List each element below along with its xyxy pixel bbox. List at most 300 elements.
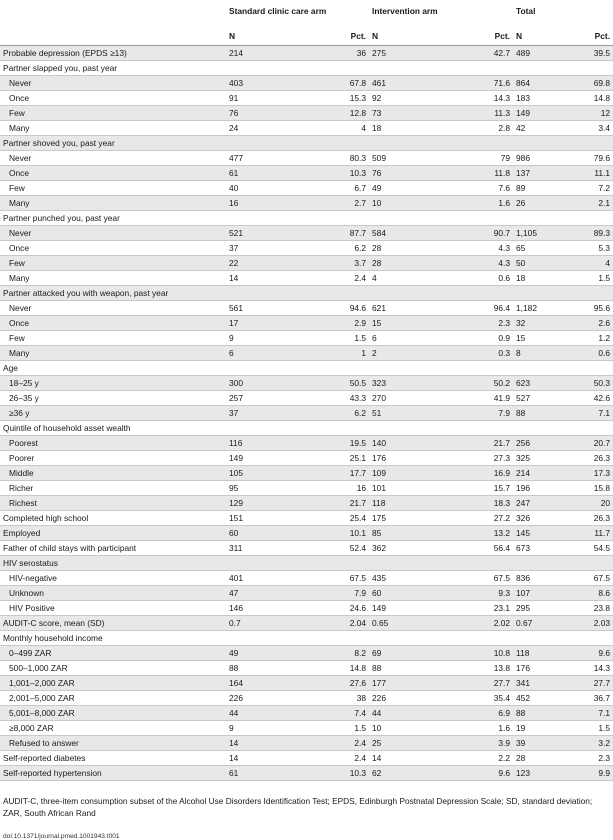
cell-intervention-pct (434, 631, 513, 646)
cell-intervention-pct: 6.9 (498, 708, 511, 718)
cell-intervention-n: 73 (372, 108, 382, 118)
row-label: Few (9, 183, 25, 193)
cell-total-n (513, 361, 576, 376)
row-label: Partner slapped you, past year (3, 63, 118, 73)
table-row (0, 151, 613, 166)
table-row (0, 466, 613, 481)
header-group-empty (0, 0, 226, 31)
cell-intervention-n (369, 211, 434, 226)
doi-line: doi:10.1371/journal.pmed.1001943.t001 (3, 833, 120, 840)
cell-standard-n: 95 (229, 483, 239, 493)
cell-standard-n (226, 286, 290, 301)
cell-standard-n (226, 556, 290, 571)
cell-intervention-pct: 21.7 (493, 438, 511, 448)
cell-total-pct: 7.1 (598, 408, 611, 418)
cell-intervention-n: 15 (372, 318, 382, 328)
row-label: Many (9, 348, 30, 358)
table-row (0, 91, 613, 106)
table-row (0, 106, 613, 121)
cell-intervention-n: 461 (372, 78, 386, 88)
cell-total-pct: 50.3 (593, 378, 611, 388)
cell-intervention-n (369, 61, 434, 76)
cell-intervention-pct: 50.2 (493, 378, 511, 388)
table-footnote: AUDIT-C, three-item consumption subset of the Alcohol Use Disorders Identification Test; EPDS, Edinburgh Postnatal Depression Scale; SD, standard deviation; ZAR, South African Rand (3, 796, 593, 818)
cell-standard-n: 88 (229, 663, 239, 673)
cell-standard-pct: 1.5 (354, 723, 367, 733)
cell-intervention-pct: 14.3 (493, 93, 511, 103)
cell-intervention-n: 0.65 (372, 618, 389, 628)
table-row (0, 706, 613, 721)
cell-intervention-pct: 2.3 (498, 318, 511, 328)
cell-intervention-pct (434, 556, 513, 571)
cell-total-n: 183 (516, 93, 530, 103)
table-row (0, 601, 613, 616)
cell-standard-n: 61 (229, 168, 239, 178)
cell-intervention-n: 323 (372, 378, 386, 388)
cell-standard-n: 6 (229, 348, 234, 358)
row-label: 18–25 y (9, 378, 39, 388)
cell-standard-n: 9 (229, 723, 234, 733)
cell-intervention-n (369, 136, 434, 151)
cell-standard-n: 477 (229, 153, 243, 163)
cell-total-n: 196 (516, 483, 530, 493)
cell-total-pct (576, 421, 613, 436)
cell-total-n: 15 (516, 333, 526, 343)
cell-intervention-n: 362 (372, 543, 386, 553)
table-row (0, 361, 613, 376)
table-row (0, 751, 613, 766)
cell-standard-pct: 2.7 (354, 198, 367, 208)
cell-intervention-n (369, 631, 434, 646)
cell-standard-n: 14 (229, 738, 239, 748)
cell-total-pct: 69.8 (593, 78, 611, 88)
row-label: Many (9, 123, 30, 133)
cell-standard-pct: 19.5 (349, 438, 367, 448)
cell-intervention-pct: 10.8 (493, 648, 511, 658)
cell-standard-pct: 14.8 (349, 663, 367, 673)
cell-intervention-pct: 35.4 (493, 693, 511, 703)
cell-total-n: 65 (516, 243, 526, 253)
cell-total-pct (576, 211, 613, 226)
cell-standard-pct (290, 61, 369, 76)
cell-intervention-pct: 23.1 (493, 603, 511, 613)
table-row (0, 286, 613, 301)
cell-intervention-n: 621 (372, 303, 386, 313)
cell-standard-pct: 17.7 (349, 468, 367, 478)
row-label: Once (9, 168, 30, 178)
cell-standard-n: 22 (229, 258, 239, 268)
cell-total-n: 295 (516, 603, 530, 613)
row-label: Quintile of household asset wealth (3, 423, 131, 433)
header-sub-row (0, 31, 613, 46)
cell-total-n: 1,182 (516, 303, 537, 313)
cell-intervention-pct: 18.3 (493, 498, 511, 508)
cell-standard-pct: 6.7 (354, 183, 367, 193)
cell-total-pct: 39.5 (593, 48, 611, 58)
header-sub-pct: Pct. (594, 31, 611, 41)
cell-intervention-pct: 15.7 (493, 483, 511, 493)
cell-intervention-n: 175 (372, 513, 386, 523)
cell-standard-n: 149 (229, 453, 243, 463)
cell-total-n: 19 (516, 723, 526, 733)
cell-total-n (513, 421, 576, 436)
cell-total-pct: 20.7 (593, 438, 611, 448)
table-row (0, 646, 613, 661)
row-label: Employed (3, 528, 41, 538)
cell-intervention-n: 10 (372, 198, 382, 208)
row-label: Partner shoved you, past year (3, 138, 115, 148)
cell-standard-n: 9 (229, 333, 234, 343)
cell-intervention-n: 435 (372, 573, 386, 583)
cell-total-pct (576, 61, 613, 76)
header-group-row (0, 0, 613, 31)
cell-total-pct: 23.8 (593, 603, 611, 613)
cell-standard-n: 17 (229, 318, 239, 328)
cell-total-n: 42 (516, 123, 526, 133)
cell-intervention-pct: 2.02 (493, 618, 511, 628)
row-label: 500–1,000 ZAR (9, 663, 68, 673)
cell-standard-pct (290, 421, 369, 436)
table-row (0, 436, 613, 451)
cell-total-pct (576, 361, 613, 376)
cell-standard-pct: 1 (361, 348, 367, 358)
table-row (0, 541, 613, 556)
cell-intervention-n: 2 (372, 348, 377, 358)
cell-intervention-pct: 27.3 (493, 453, 511, 463)
cell-total-pct: 2.03 (593, 618, 611, 628)
row-label: Father of child stays with participant (3, 543, 137, 553)
cell-standard-pct: 16 (356, 483, 367, 493)
table-row (0, 226, 613, 241)
cell-total-n: 0.67 (516, 618, 533, 628)
cell-standard-n: 146 (229, 603, 243, 613)
row-label: Many (9, 198, 30, 208)
cell-intervention-pct: 7.9 (498, 408, 511, 418)
header-sub-label (0, 31, 226, 46)
header-sub-n: N (516, 31, 523, 41)
row-label: HIV serostatus (3, 558, 58, 568)
table-row (0, 676, 613, 691)
cell-standard-n: 311 (229, 543, 243, 553)
cell-intervention-pct: 0.6 (498, 273, 511, 283)
cell-total-n: 28 (516, 753, 526, 763)
cell-total-pct: 8.6 (598, 588, 611, 598)
cell-intervention-pct: 56.4 (493, 543, 511, 553)
row-label: 1,001–2,000 ZAR (9, 678, 75, 688)
cell-total-pct: 2.3 (598, 753, 611, 763)
cell-intervention-pct: 90.7 (493, 228, 511, 238)
cell-intervention-n: 275 (372, 48, 386, 58)
cell-total-n: 341 (516, 678, 530, 688)
cell-total-pct: 3.4 (598, 123, 611, 133)
cell-standard-pct: 2.9 (354, 318, 367, 328)
cell-total-n: 527 (516, 393, 530, 403)
cell-standard-pct: 2.4 (354, 273, 367, 283)
cell-total-pct: 67.5 (593, 573, 611, 583)
cell-standard-pct: 21.7 (349, 498, 367, 508)
cell-intervention-n: 51 (372, 408, 382, 418)
cell-total-pct: 2.6 (598, 318, 611, 328)
table-row (0, 166, 613, 181)
table-row (0, 661, 613, 676)
row-label: Refused to answer (9, 738, 79, 748)
cell-intervention-pct: 7.6 (498, 183, 511, 193)
cell-intervention-n: 69 (372, 648, 382, 658)
row-label: 0–499 ZAR (9, 648, 52, 658)
cell-total-pct (576, 556, 613, 571)
header-group-total: Total (516, 6, 536, 16)
cell-total-pct: 7.1 (598, 708, 611, 718)
cell-total-pct: 12 (600, 108, 611, 118)
row-label: Few (9, 333, 25, 343)
cell-standard-n: 91 (229, 93, 239, 103)
cell-total-n: 247 (516, 498, 530, 508)
cell-standard-pct: 4 (361, 123, 367, 133)
cell-intervention-pct: 0.9 (498, 333, 511, 343)
cell-intervention-pct: 9.3 (498, 588, 511, 598)
cell-intervention-n: 25 (372, 738, 382, 748)
table-row (0, 571, 613, 586)
cell-total-n (513, 556, 576, 571)
cell-intervention-pct: 0.3 (498, 348, 511, 358)
cell-intervention-n: 149 (372, 603, 386, 613)
row-label: Poorer (9, 453, 35, 463)
cell-total-pct: 9.9 (598, 768, 611, 778)
cell-total-pct (576, 631, 613, 646)
cell-total-n: 18 (516, 273, 526, 283)
cell-total-n: 214 (516, 468, 530, 478)
cell-intervention-pct: 1.6 (498, 723, 511, 733)
table-row (0, 301, 613, 316)
cell-total-pct (576, 136, 613, 151)
cell-standard-n: 164 (229, 678, 243, 688)
cell-standard-n: 37 (229, 408, 239, 418)
cell-total-pct: 0.6 (598, 348, 611, 358)
cell-intervention-n: 76 (372, 168, 382, 178)
row-label: HIV Positive (9, 603, 55, 613)
cell-total-n (513, 286, 576, 301)
cell-intervention-n: 101 (372, 483, 386, 493)
table-header (0, 0, 613, 46)
cell-standard-pct: 10.3 (349, 168, 367, 178)
cell-standard-n: 24 (229, 123, 239, 133)
cell-standard-n: 60 (229, 528, 239, 538)
cell-standard-pct: 7.4 (354, 708, 367, 718)
cell-intervention-pct: 4.3 (498, 258, 511, 268)
cell-standard-n: 14 (229, 753, 239, 763)
cell-intervention-n: 584 (372, 228, 386, 238)
cell-intervention-pct: 13.8 (493, 663, 511, 673)
cell-standard-n: 47 (229, 588, 239, 598)
cell-standard-n: 49 (229, 648, 239, 658)
cell-standard-pct: 25.1 (349, 453, 367, 463)
cell-standard-pct: 8.2 (354, 648, 367, 658)
cell-standard-n: 16 (229, 198, 239, 208)
cell-intervention-n: 62 (372, 768, 382, 778)
cell-standard-pct: 7.9 (354, 588, 367, 598)
cell-total-pct: 11.7 (594, 528, 611, 538)
header-group-standard-care: Standard clinic care arm (229, 6, 327, 16)
cell-intervention-n: 226 (372, 693, 386, 703)
cell-standard-pct: 38 (356, 693, 367, 703)
cell-intervention-n: 18 (372, 123, 382, 133)
cell-total-pct: 26.3 (593, 453, 611, 463)
cell-intervention-pct: 67.5 (493, 573, 511, 583)
header-sub-pct: Pct. (350, 31, 367, 41)
cell-standard-n (226, 61, 290, 76)
table-row (0, 331, 613, 346)
row-label: Never (9, 303, 32, 313)
cell-intervention-pct: 9.6 (498, 768, 511, 778)
cell-total-n: 986 (516, 153, 530, 163)
row-label: Self-reported diabetes (3, 753, 86, 763)
cell-standard-pct: 1.5 (354, 333, 367, 343)
cell-standard-pct (290, 211, 369, 226)
cell-standard-pct: 27.6 (349, 678, 367, 688)
cell-total-pct (576, 286, 613, 301)
cell-standard-pct: 67.8 (349, 78, 367, 88)
row-label: Poorest (9, 438, 38, 448)
table-row (0, 316, 613, 331)
cell-total-n: 137 (516, 168, 530, 178)
cell-intervention-pct: 27.7 (493, 678, 511, 688)
cell-standard-pct: 52.4 (349, 543, 367, 553)
cell-intervention-n: 176 (372, 453, 386, 463)
cell-intervention-n: 118 (372, 498, 386, 508)
cell-total-n: 836 (516, 573, 530, 583)
table-row (0, 46, 613, 61)
row-label: Few (9, 258, 25, 268)
cell-standard-n (226, 136, 290, 151)
cell-standard-n (226, 421, 290, 436)
cell-total-n: 673 (516, 543, 530, 553)
cell-total-n: 26 (516, 198, 526, 208)
cell-total-pct: 95.6 (593, 303, 611, 313)
cell-standard-n: 401 (229, 573, 243, 583)
cell-standard-pct (290, 556, 369, 571)
cell-intervention-n (369, 556, 434, 571)
row-label: Once (9, 243, 30, 253)
row-label: Few (9, 108, 25, 118)
cell-standard-n: 37 (229, 243, 239, 253)
table-row (0, 76, 613, 91)
cell-standard-pct (290, 631, 369, 646)
cell-total-pct: 4 (605, 258, 611, 268)
cell-standard-pct: 3.7 (354, 258, 367, 268)
table-row (0, 256, 613, 271)
row-label: Many (9, 273, 30, 283)
row-label: 5,001–8,000 ZAR (9, 708, 75, 718)
cell-total-n: 107 (516, 588, 530, 598)
cell-standard-n: 0.7 (229, 618, 241, 628)
table-row (0, 721, 613, 736)
cell-standard-n: 61 (229, 768, 239, 778)
cell-intervention-n (369, 421, 434, 436)
table-row (0, 616, 613, 631)
cell-intervention-pct: 11.3 (494, 108, 511, 118)
table-row (0, 556, 613, 571)
row-label: ≥36 y (9, 408, 30, 418)
cell-intervention-n: 60 (372, 588, 382, 598)
table-row (0, 346, 613, 361)
cell-total-pct: 42.6 (593, 393, 611, 403)
cell-intervention-n: 92 (372, 93, 382, 103)
cell-intervention-pct: 1.6 (498, 198, 511, 208)
cell-intervention-pct: 16.9 (493, 468, 511, 478)
cell-standard-pct: 2.4 (354, 753, 367, 763)
cell-total-n (513, 61, 576, 76)
cell-total-pct: 14.8 (593, 93, 611, 103)
row-label: 26–35 y (9, 393, 39, 403)
cell-standard-n: 521 (229, 228, 243, 238)
cell-total-pct: 11.1 (594, 168, 611, 178)
cell-intervention-n (369, 286, 434, 301)
cell-standard-pct: 15.3 (349, 93, 367, 103)
cell-standard-pct: 24.6 (349, 603, 367, 613)
cell-standard-n: 129 (229, 498, 243, 508)
cell-total-n: 623 (516, 378, 530, 388)
cell-intervention-pct: 13.2 (493, 528, 511, 538)
table-row (0, 211, 613, 226)
table-row (0, 481, 613, 496)
table-row (0, 631, 613, 646)
table-row (0, 496, 613, 511)
cell-intervention-pct: 2.8 (498, 123, 511, 133)
cell-standard-n: 403 (229, 78, 243, 88)
cell-total-n: 50 (516, 258, 526, 268)
cell-total-n: 123 (516, 768, 530, 778)
cell-intervention-pct (434, 286, 513, 301)
row-label: Never (9, 78, 32, 88)
cell-intervention-n: 270 (372, 393, 386, 403)
cell-standard-n: 214 (229, 48, 243, 58)
cell-intervention-n: 4 (372, 273, 377, 283)
cell-standard-pct (290, 361, 369, 376)
cell-total-n: 489 (516, 48, 530, 58)
cell-total-n: 39 (516, 738, 526, 748)
table-row (0, 241, 613, 256)
cell-total-pct: 9.6 (598, 648, 611, 658)
table-row (0, 181, 613, 196)
cell-standard-n: 44 (229, 708, 239, 718)
cell-standard-pct (290, 286, 369, 301)
cell-total-n (513, 211, 576, 226)
cell-intervention-pct: 3.9 (498, 738, 511, 748)
header-sub-n: N (229, 31, 236, 41)
table-row (0, 421, 613, 436)
cell-standard-n (226, 361, 290, 376)
cell-intervention-n: 140 (372, 438, 386, 448)
table-row (0, 196, 613, 211)
cell-intervention-n: 14 (372, 753, 382, 763)
cell-standard-pct (290, 136, 369, 151)
row-label: Never (9, 228, 32, 238)
cell-intervention-pct: 2.2 (498, 753, 511, 763)
cell-total-n (513, 631, 576, 646)
cell-standard-pct: 87.7 (349, 228, 367, 238)
cell-total-n: 325 (516, 453, 530, 463)
table-row (0, 691, 613, 706)
row-label: Monthly household income (3, 633, 103, 643)
cell-standard-pct: 2.04 (349, 618, 367, 628)
cell-intervention-pct: 41.9 (493, 393, 511, 403)
table-row (0, 391, 613, 406)
cell-total-n: 149 (516, 108, 530, 118)
cell-intervention-pct (434, 136, 513, 151)
cell-intervention-n: 10 (372, 723, 382, 733)
cell-intervention-n: 509 (372, 153, 386, 163)
cell-total-n: 88 (516, 408, 526, 418)
